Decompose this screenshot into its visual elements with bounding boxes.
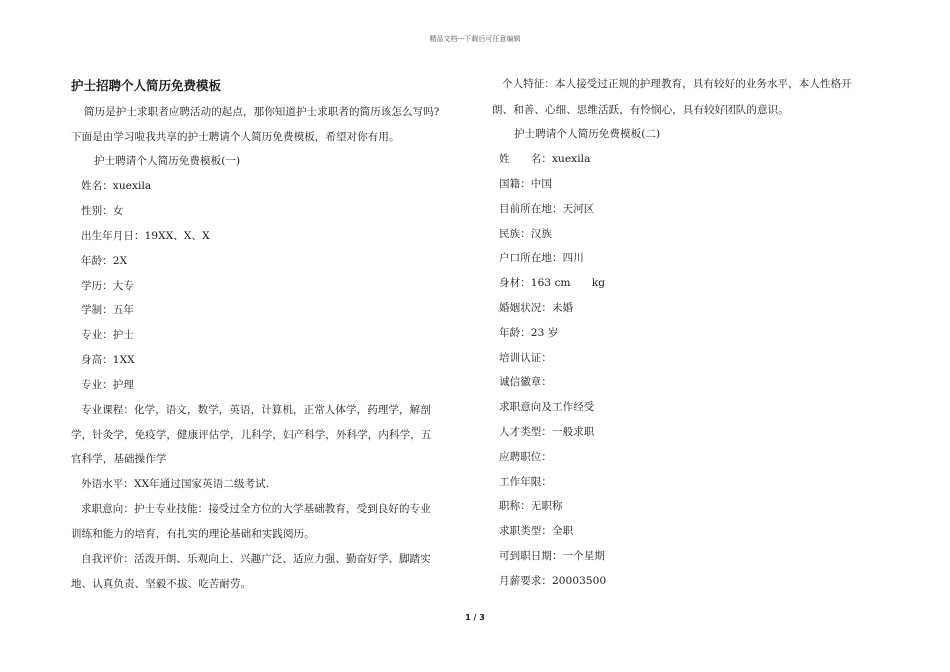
text-line: 求职类型：全职 (499, 525, 574, 537)
text-line: 培训认证： (499, 352, 552, 364)
text-line: 月薪要求：20003500 (499, 575, 607, 587)
text-line: 专业课程：化学，语文，数学，英语，计算机，正常人体学，药理学，解剖 (81, 404, 431, 416)
text-line: 个人特征：本人接受过正规的护理教育，具有较好的业务水平，本人性格开 (502, 78, 852, 90)
text-line: 求职意向及工作经受 (499, 401, 595, 413)
text-line: 诚信徽章： (499, 376, 552, 388)
text-line: 年龄：23 岁 (499, 327, 559, 339)
text-line: 出生年月日：19XX、X、X (81, 230, 210, 242)
text-line: 专业：护理 (81, 379, 134, 391)
page-header: 精品文档---下载后可任意编辑 (429, 35, 521, 43)
text-line: 朗、和善、心细、思维活跃，有怜悯心，具有较好团队的意识。 (492, 104, 789, 116)
text-line: 官科学，基础操作学 (71, 453, 167, 465)
text-line: 目前所在地：天河区 (499, 203, 595, 215)
text-line: 外语水平：XX年通过国家英语二级考试. (81, 478, 270, 490)
section-heading: 护士聘请个人简历免费模板(二) (514, 128, 661, 140)
text-line: 地、认真负责、坚毅不拔、吃苦耐劳。 (71, 578, 252, 590)
text-line: 户口所在地：四川 (499, 252, 584, 264)
document-title: 护士招聘个人简历免费模板 (71, 78, 222, 93)
text-line: 婚姻状况：未婚 (499, 302, 574, 314)
text-line: 应聘职位： (499, 451, 552, 463)
text-line: 国籍：中国 (499, 178, 552, 190)
text-line: 姓名：xuexila (81, 180, 152, 192)
text-line: 身材：163 cm kg (499, 277, 606, 289)
section-heading: 护士聘请个人简历免费模板(一) (94, 155, 241, 167)
text-line: 学，针灸学，免疫学，健康评估学，儿科学，妇产科学，外科学，内科学，五 (71, 429, 432, 441)
text-line: 性别：女 (81, 205, 124, 217)
text-line: 身高：1XX (81, 354, 135, 366)
text-line: 工作年限： (499, 476, 552, 488)
text-line: 民族：汉族 (499, 228, 552, 240)
text-line: 专业：护士 (81, 329, 134, 341)
text-line: 学历：大专 (81, 280, 134, 292)
page-number: 1 / 3 (465, 613, 485, 622)
text-line: 下面是由学习啦我共享的护士聘请个人简历免费模板，希望对你有用。 (71, 131, 400, 143)
text-line: 职称：无职称 (499, 500, 563, 512)
text-line: 训练和能力的培育，有扎实的理论基础和实践阅历。 (71, 528, 315, 540)
text-line: 可到职日期：一个星期 (499, 550, 605, 562)
text-line: 学制：五年 (81, 304, 134, 316)
text-line: 求职意向：护士专业技能：接受过全方位的大学基础教育，受到良好的专业 (81, 503, 431, 515)
text-line: 姓 名：xuexila (499, 153, 591, 165)
text-line: 年龄：2X (81, 255, 128, 267)
text-line: 简历是护士求职者应聘活动的起点，那你知道护士求职者的简历该怎么写吗? (84, 106, 440, 118)
text-line: 人才类型：一般求职 (499, 426, 595, 438)
text-line: 自我评价：活泼开朗、乐观向上、兴趣广泛、适应力强、勤奋好学、脚踏实 (81, 553, 431, 565)
